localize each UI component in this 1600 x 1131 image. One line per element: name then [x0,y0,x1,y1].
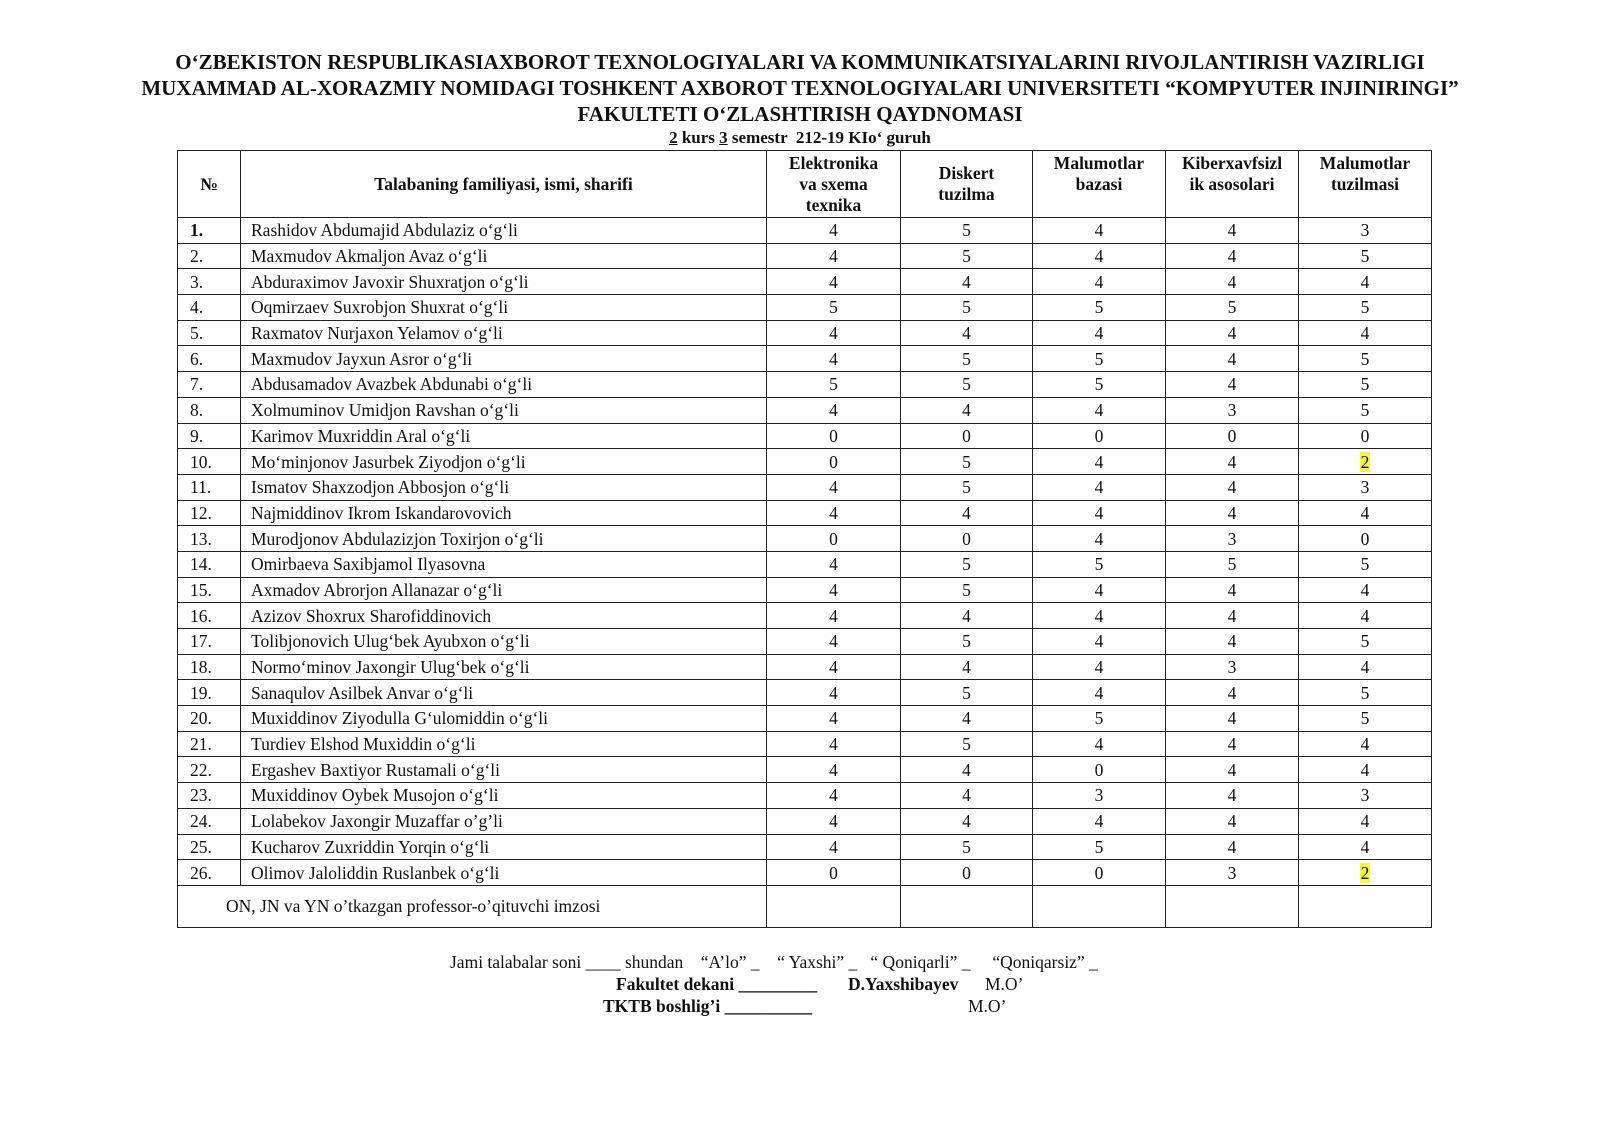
row-number: 2. [178,243,241,269]
table-row [178,295,1432,321]
student-name: Maxmudov Akmaljon Avaz o‘g‘li [241,243,767,269]
grade-cell: 4 [1033,320,1166,346]
grade-cell: 5 [1033,706,1166,732]
grade-cell: 4 [767,629,901,655]
grade-cell: 4 [1299,269,1432,295]
course-label: kurs [681,128,715,147]
table-row [178,731,1432,757]
table-row [178,320,1432,346]
row-number: 13. [178,526,241,552]
grade-cell: 5 [901,629,1033,655]
grade-cell: 5 [1033,295,1166,321]
dean-label: Fakultet dekani _________ [616,974,818,994]
subject-3-line-1: Malumotlar [1053,153,1145,173]
grade-cell: 0 [1299,423,1432,449]
title-line-2: MUXAMMAD AL-XORAZMIY NOMIDAGI TOSHKENT AXBOROT TEXNOLOGIYALARI UNIVERSITETI “KOMPYUTER INJINIRINGI” [141,76,1459,100]
grade-cell: 4 [1166,783,1299,809]
grade-cell: 4 [767,706,901,732]
student-name: Olimov Jaloliddin Ruslanbek o‘g‘li [241,860,767,886]
grade-cell: 4 [1166,372,1299,398]
grade-cell: 4 [1166,269,1299,295]
grade-cell: 4 [1033,449,1166,475]
table-row [178,346,1432,372]
grade-cell: 4 [1299,654,1432,680]
signature-cell-5 [1299,885,1432,927]
grade-cell: 4 [767,731,901,757]
grade-cell: 3 [1166,860,1299,886]
grade-cell: 4 [1166,834,1299,860]
grade-cell: 3 [1033,783,1166,809]
grade-cell: 4 [1033,474,1166,500]
student-name: Tolibjonovich Ulug‘bek Ayubxon o‘g‘li [241,629,767,655]
grade-cell: 5 [901,577,1033,603]
table-row [178,397,1432,423]
grade-cell: 4 [767,320,901,346]
table-row [178,551,1432,577]
grade-cell: 4 [1166,320,1299,346]
row-number: 10. [178,449,241,475]
grade-cell: 4 [1033,808,1166,834]
grade-cell: 5 [901,680,1033,706]
grade-cell: 4 [1033,629,1166,655]
grade-cell: 0 [901,860,1033,886]
row-number: 1. [178,218,241,244]
student-name: Muxiddinov Oybek Musojon o‘g‘li [241,783,767,809]
student-name: Rashidov Abdumajid Abdulaziz o‘g‘li [241,218,767,244]
student-name: Sanaqulov Asilbek Anvar o‘g‘li [241,680,767,706]
grade-cell: 4 [1299,603,1432,629]
student-name: Lolabekov Jaxongir Muzaffar o’g’li [241,808,767,834]
student-name: Maxmudov Jayxun Asror o‘g‘li [241,346,767,372]
grade-cell: 4 [1033,577,1166,603]
grade-cell: 0 [1033,423,1166,449]
grade-cell: 4 [901,320,1033,346]
grade-cell: 4 [1033,731,1166,757]
student-name: Najmiddinov Ikrom Iskandarovovich [241,500,767,526]
grade-cell [1299,449,1432,475]
grade-cell: 5 [1299,295,1432,321]
signature-cell-1 [767,885,901,927]
grade-cell: 4 [1166,680,1299,706]
table-row [178,372,1432,398]
grade-cell: 5 [1299,680,1432,706]
signature-cell-2 [901,885,1033,927]
semester-number: 3 [719,128,728,147]
grade-cell: 4 [1033,269,1166,295]
grade-cell: 0 [767,526,901,552]
student-name: Xolmuminov Umidjon Ravshan o‘g‘li [241,397,767,423]
grade-cell: 4 [767,808,901,834]
row-number: 3. [178,269,241,295]
grade-cell: 4 [1033,603,1166,629]
highlighted-grade: 2 [1360,862,1370,883]
grade-cell: 4 [767,603,901,629]
grade-cell: 4 [767,269,901,295]
subject-4-line-1: Kiberxavfsizl [1181,153,1283,173]
student-name: Murodjonov Abdulazizjon Toxirjon o‘g‘li [241,526,767,552]
grade-cell: 4 [767,346,901,372]
grade-cell: 5 [767,295,901,321]
column-header-name: Talabaning familiyasi, ismi, sharifi [241,151,767,218]
table-row [178,218,1432,244]
grade-cell: 4 [767,783,901,809]
grade-cell: 4 [767,551,901,577]
highlighted-grade: 2 [1360,451,1370,472]
grade-cell: 4 [1033,526,1166,552]
grade-cell: 4 [767,757,901,783]
grade-cell: 3 [1166,654,1299,680]
student-name: Turdiev Elshod Muxiddin o‘g‘li [241,731,767,757]
tktb-label: TKTB boshlig’i __________ [603,996,813,1016]
grade-cell: 5 [1166,295,1299,321]
table-row [178,808,1432,834]
row-number: 18. [178,654,241,680]
signature-cell-4 [1166,885,1299,927]
subject-1-line-1: Elektronika [788,152,879,173]
signature-row [178,885,1432,927]
grade-cell: 5 [1033,346,1166,372]
grade-cell: 4 [767,500,901,526]
column-header-subject-2 [901,151,1033,218]
grades-table [177,150,1432,928]
table-row [178,243,1432,269]
grade-cell: 4 [1299,320,1432,346]
row-number: 24. [178,808,241,834]
row-number: 20. [178,706,241,732]
row-number: 5. [178,320,241,346]
table-row [178,834,1432,860]
subject-5-line-2: tuzilmasi [1330,174,1400,194]
grade-cell: 4 [1033,654,1166,680]
subject-1-line-2: va sxema [799,173,868,194]
row-number: 12. [178,500,241,526]
student-name: Ergashev Baxtiyor Rustamali o‘g‘li [241,757,767,783]
title-line-1: O‘ZBEKISTON RESPUBLIKASIAXBOROT TEXNOLOGIYALARI VA KOMMUNIKATSIYALARINI RIVOJLANTIRISH VAZIRLIGI [175,50,1425,74]
grade-cell: 4 [1033,680,1166,706]
grade-cell: 5 [1299,372,1432,398]
student-name: Normo‘minov Jaxongir Ulug‘bek o‘g‘li [241,654,767,680]
grade-cell: 4 [1166,757,1299,783]
table-row [178,860,1432,886]
row-number: 21. [178,731,241,757]
grade-cell: 4 [901,706,1033,732]
table-row [178,603,1432,629]
grade-cell: 4 [1166,346,1299,372]
grade-cell: 4 [767,243,901,269]
row-number: 4. [178,295,241,321]
grade-cell: 3 [1299,474,1432,500]
row-number: 14. [178,551,241,577]
row-number: 11. [178,474,241,500]
dean-name: D.Yaxshibayev [848,974,959,994]
grade-cell: 4 [1033,397,1166,423]
table-row [178,680,1432,706]
row-number: 17. [178,629,241,655]
dean-seal: M.O’ [985,974,1024,994]
grade-cell: 4 [1299,500,1432,526]
grade-cell: 4 [901,500,1033,526]
row-number: 26. [178,860,241,886]
student-name: Azizov Shoxrux Sharofiddinovich [241,603,767,629]
title-line-3: FAKULTETI O‘ZLASHTIRISH QAYDNOMASI [577,102,1023,126]
grade-cell: 4 [1299,757,1432,783]
grade-cell: 4 [901,269,1033,295]
row-number: 25. [178,834,241,860]
grade-cell: 3 [1166,526,1299,552]
grade-cell: 3 [1299,218,1432,244]
grade-cell: 4 [767,577,901,603]
grade-cell: 5 [901,346,1033,372]
grade-cell: 5 [1033,372,1166,398]
grade-cell: 4 [767,654,901,680]
grade-cell: 5 [901,243,1033,269]
signature-cell-3 [1033,885,1166,927]
subject-4-line-2: ik asosolari [1189,174,1275,194]
grade-cell: 4 [1166,577,1299,603]
group-label: 212-19 KIo‘ guruh [795,128,931,147]
table-row [178,423,1432,449]
table-header-row [178,151,1432,218]
table-row [178,629,1432,655]
grade-cell: 5 [1166,551,1299,577]
grade-cell: 5 [1299,243,1432,269]
grade-cell: 5 [901,218,1033,244]
grade-cell: 0 [901,423,1033,449]
grade-cell: 5 [901,372,1033,398]
grade-cell: 4 [901,757,1033,783]
grade-cell: 4 [1299,834,1432,860]
subject-2-line-1: Diskert [938,163,995,183]
grade-cell: 5 [767,372,901,398]
grade-cell: 4 [1166,500,1299,526]
table-row [178,474,1432,500]
grade-cell: 0 [767,860,901,886]
column-header-number: № [178,151,241,218]
row-number: 9. [178,423,241,449]
grade-cell: 5 [1033,834,1166,860]
grade-cell: 4 [901,808,1033,834]
signature-label: ON, JN va YN o’tkazgan professor-o’qituvchi imzosi [178,885,767,927]
subject-3-line-2: bazasi [1075,174,1123,194]
grade-cell: 4 [1166,218,1299,244]
grade-cell: 0 [901,526,1033,552]
student-name: Abduraximov Javoxir Shuxratjon o‘g‘li [241,269,767,295]
student-name: Kucharov Zuxriddin Yorqin o‘g‘li [241,834,767,860]
student-name: Raxmatov Nurjaxon Yelamov o‘g‘li [241,320,767,346]
grade-cell: 4 [1299,808,1432,834]
grade-cell: 0 [1033,757,1166,783]
totals-text: Jami talabalar soni ____ shundan “A’lo” _ “ Yaxshi” _ “ Qoniqarli” _ “Qoniqarsiz” _ [450,952,1098,972]
tktb-seal: M.O’ [968,996,1007,1016]
row-number: 7. [178,372,241,398]
column-header-subject-1 [767,151,901,218]
row-number: 23. [178,783,241,809]
table-row [178,269,1432,295]
grade-cell: 4 [1299,731,1432,757]
student-name: Karimov Muxriddin Aral o‘g‘li [241,423,767,449]
grade-cell: 3 [1166,397,1299,423]
grade-cell: 0 [1033,860,1166,886]
table-row [178,526,1432,552]
grade-cell: 4 [1033,218,1166,244]
grade-cell: 5 [901,731,1033,757]
table-body [178,218,1432,886]
grade-cell: 4 [767,397,901,423]
row-number: 22. [178,757,241,783]
student-name: Muxiddinov Ziyodulla G‘ulomiddin o‘g‘li [241,706,767,732]
grade-cell: 3 [1299,783,1432,809]
grade-cell: 5 [901,474,1033,500]
grade-cell: 4 [767,834,901,860]
table-row [178,500,1432,526]
grade-cell: 5 [901,295,1033,321]
column-header-subject-3 [1033,151,1166,218]
grade-cell: 5 [1299,706,1432,732]
grade-cell: 5 [1299,629,1432,655]
grade-cell: 5 [901,449,1033,475]
student-name: Ismatov Shaxzodjon Abbosjon o‘g‘li [241,474,767,500]
student-name: Oqmirzaev Suxrobjon Shuxrat o‘g‘li [241,295,767,321]
grade-cell: 4 [767,218,901,244]
column-header-subject-4 [1166,151,1299,218]
row-number: 8. [178,397,241,423]
grade-cell: 4 [1166,449,1299,475]
subject-5-line-1: Malumotlar [1319,153,1411,173]
grade-cell: 5 [901,551,1033,577]
grade-cell: 5 [1033,551,1166,577]
subject-2-line-2: tuzilma [938,184,995,204]
grade-cell: 5 [1299,551,1432,577]
table-row [178,449,1432,475]
grade-cell: 4 [1033,500,1166,526]
student-name: Axmadov Abrorjon Allanazar o‘g‘li [241,577,767,603]
grade-cell: 4 [1299,577,1432,603]
grade-cell: 4 [1166,603,1299,629]
grade-cell: 4 [1166,706,1299,732]
course-info [0,128,1600,148]
row-number: 15. [178,577,241,603]
student-name: Mo‘minjonov Jasurbek Ziyodjon o‘g‘li [241,449,767,475]
grade-cell: 4 [901,397,1033,423]
course-number: 2 [669,128,678,147]
grade-cell: 4 [901,654,1033,680]
grade-cell: 4 [1166,474,1299,500]
row-number: 6. [178,346,241,372]
grade-cell: 5 [901,834,1033,860]
table-row [178,577,1432,603]
grade-cell: 4 [1166,731,1299,757]
column-header-subject-5 [1299,151,1432,218]
table-row [178,757,1432,783]
grade-cell: 4 [1166,629,1299,655]
grade-cell: 4 [1033,243,1166,269]
grade-cell: 4 [901,603,1033,629]
table-row [178,706,1432,732]
subject-1-line-3: texnika [805,194,862,215]
table-row [178,783,1432,809]
grade-cell: 0 [767,423,901,449]
grade-cell: 5 [1299,397,1432,423]
grade-cell [1299,860,1432,886]
student-name: Abdusamadov Avazbek Abdunabi o‘g‘li [241,372,767,398]
grade-cell: 5 [1299,346,1432,372]
grade-cell: 4 [1166,243,1299,269]
grade-cell: 4 [1166,808,1299,834]
row-number: 16. [178,603,241,629]
grade-cell: 4 [767,680,901,706]
grade-cell: 4 [767,474,901,500]
semester-label: semestr [731,128,788,147]
student-name: Omirbaeva Saxibjamol Ilyasovna [241,551,767,577]
grade-cell: 4 [901,783,1033,809]
grade-cell: 0 [767,449,901,475]
row-number: 19. [178,680,241,706]
grade-cell: 0 [1166,423,1299,449]
grade-cell: 0 [1299,526,1432,552]
table-row [178,654,1432,680]
